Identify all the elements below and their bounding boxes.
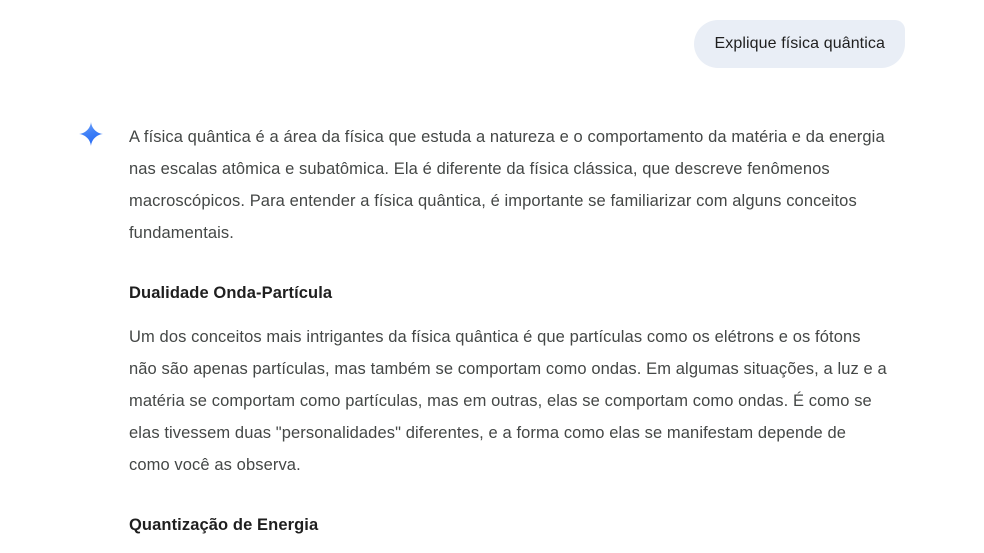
response-heading-quantizacao: Quantização de Energia xyxy=(129,516,319,534)
gemini-sparkle-icon xyxy=(79,122,103,146)
assistant-response-row xyxy=(0,68,984,553)
assistant-response-text xyxy=(129,121,891,553)
user-message-row xyxy=(0,0,984,68)
response-paragraph: Um dos conceitos mais intrigantes da física quântica é que partículas como os elétrons e os fótons não são apenas partículas, mas também se comportam como ondas. Em algumas situações, a luz e a matéria se comportam como partículas, mas em outras, elas se comportam como ondas. É como se elas tivessem duas "personalidades" diferentes, e a forma como elas se manifestam depende de como você as observa. xyxy=(129,328,887,474)
response-heading-dualidade: Dualidade Onda-Partícula xyxy=(129,284,333,302)
user-message-bubble: Explique física quântica xyxy=(694,20,905,68)
response-paragraph: A física quântica é a área da física que estuda a natureza e o comportamento da matéria e da energia nas escalas atômica e subatômica. Ela é diferente da física clássica, que descreve fenômenos macroscópicos. Para entender a física quântica, é importante se familiarizar com alguns conceitos fundamentais. xyxy=(129,128,885,242)
